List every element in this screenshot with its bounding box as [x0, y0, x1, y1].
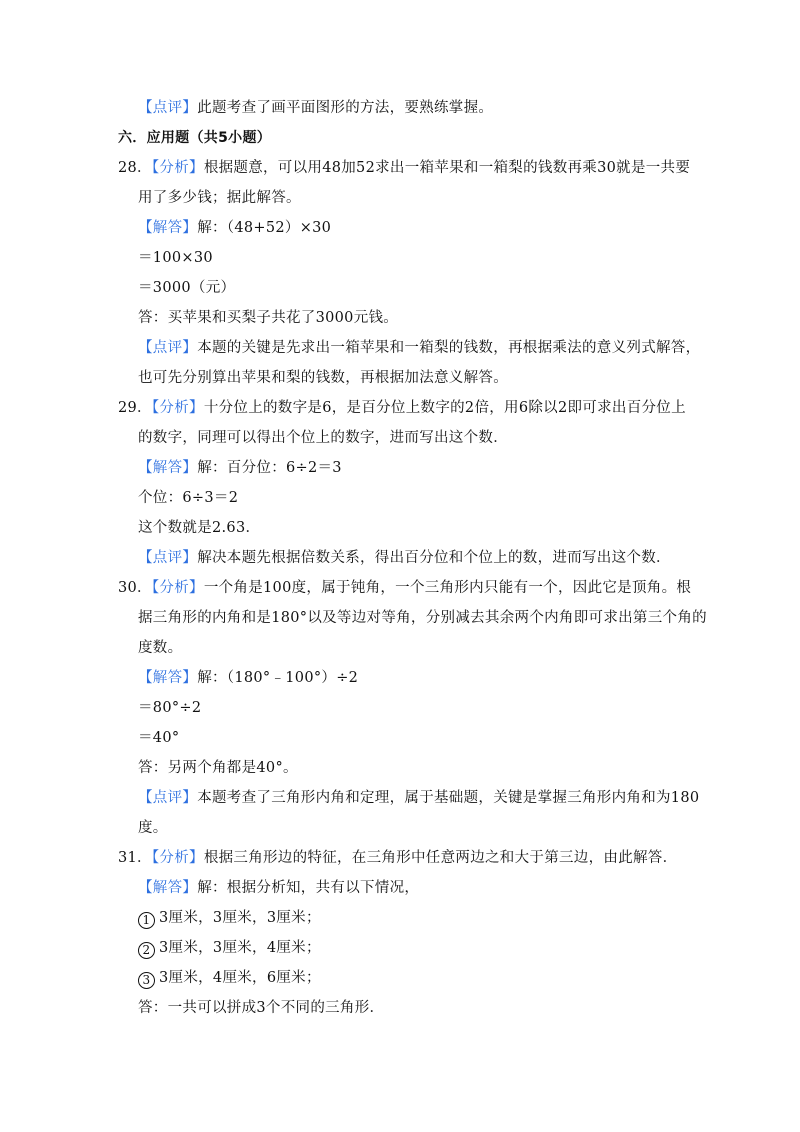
- q28-solution-line3: ＝3000（元）: [138, 280, 236, 296]
- q30-solution-text: 解：（180°﹣100°）÷2: [197, 670, 359, 686]
- review-text: 此题考查了画平面图形的方法，要熟练掌握。: [197, 100, 494, 116]
- q31-number: 31．: [118, 850, 152, 866]
- q31-analysis-line1: [118, 848, 677, 868]
- q30-solution-line3: ＝40°: [138, 730, 180, 746]
- q29-solution-text: 解：百分位：6÷2＝3: [197, 460, 342, 476]
- q30-number: 30．: [118, 580, 152, 596]
- section-title: 六．应用题（共5小题）: [118, 130, 272, 146]
- answer-tag: 【解答】: [138, 670, 198, 686]
- answer-tag: 【解答】: [138, 460, 198, 476]
- review-line: [138, 98, 493, 118]
- q30-analysis-line1: [118, 578, 691, 598]
- q30-answer: 答：另两个角都是40°。: [138, 760, 298, 776]
- q31-solution-text: 解：根据分析知，共有以下情况，: [197, 880, 420, 896]
- q28-solution-text: 解：（48+52）×30: [197, 220, 332, 236]
- q28-review-text: 本题的关键是先求出一箱苹果和一箱梨的钱数，再根据乘法的意义列式解答，: [197, 340, 701, 356]
- q30-review-line1: [138, 788, 699, 808]
- q31-case-3-text: 3厘米，4厘米，6厘米；: [159, 970, 321, 986]
- review-tag: 【点评】: [138, 340, 198, 356]
- q28-review-line2: 也可先分别算出苹果和梨的钱数，再根据加法意义解答。: [138, 370, 508, 386]
- q30-analysis-line2: 据三角形的内角和是180°以及等边对等角，分别减去其余两个内角即可求出第三个角的: [138, 610, 707, 626]
- analysis-tag: 【分析】: [151, 850, 204, 866]
- q30-analysis-line3: 度数。: [138, 640, 183, 656]
- q31-case-2-text: 3厘米，3厘米，4厘米；: [159, 940, 321, 956]
- q29-review-text: 解决本题先根据倍数关系，得出百分位和个位上的数，进而写出这个数．: [197, 550, 671, 566]
- q29-analysis-text: 十分位上的数字是6，是百分位上数字的2倍，用6除以2即可求出百分位上: [203, 400, 686, 416]
- review-tag: 【点评】: [138, 550, 198, 566]
- q28-solution-line2: ＝100×30: [138, 250, 213, 266]
- analysis-tag: 【分析】: [151, 580, 204, 596]
- q31-case-3: [138, 968, 321, 989]
- circled-number-2: 2: [138, 942, 155, 959]
- circled-number-3: 3: [138, 972, 155, 989]
- q29-analysis-line2: 的数字，同理可以得出个位上的数字，进而写出这个数．: [138, 430, 508, 446]
- q30-analysis-text: 一个角是100度，属于钝角，一个三角形内只能有一个，因此它是顶角。根: [203, 580, 692, 596]
- review-tag: 【点评】: [138, 790, 198, 806]
- q28-number: 28．: [118, 160, 152, 176]
- q29-number: 29．: [118, 400, 152, 416]
- q31-analysis-text: 根据三角形边的特征，在三角形中任意两边之和大于第三边，由此解答．: [203, 850, 678, 866]
- q29-solution-line1: [138, 458, 342, 478]
- q29-review-line1: [138, 548, 671, 568]
- q29-analysis-line1: [118, 398, 686, 418]
- circled-number-1: 1: [138, 912, 155, 929]
- q31-case-1: [138, 908, 321, 929]
- q30-review-line2: 度。: [138, 820, 168, 836]
- q31-answer: 答：一共可以拼成3个不同的三角形．: [138, 1000, 385, 1016]
- q28-answer: 答：买苹果和买梨子共花了3000元钱。: [138, 310, 399, 326]
- q28-analysis-line1: [118, 158, 690, 178]
- q30-solution-line2: ＝80°÷2: [138, 700, 202, 716]
- analysis-tag: 【分析】: [151, 160, 204, 176]
- q29-solution-line2: 个位：6÷3＝2: [138, 490, 239, 506]
- q28-analysis-text: 根据题意，可以用48加52求出一箱苹果和一箱梨的钱数再乘30就是一共要: [203, 160, 691, 176]
- q31-case-1-text: 3厘米，3厘米，3厘米；: [159, 910, 321, 926]
- q28-analysis-line2: 用了多少钱；据此解答。: [138, 190, 301, 206]
- q28-review-line1: [138, 338, 700, 358]
- q30-review-text: 本题考查了三角形内角和定理，属于基础题，关键是掌握三角形内角和为180: [197, 790, 700, 806]
- answer-tag: 【解答】: [138, 880, 198, 896]
- q29-solution-line3: 这个数就是2.63．: [138, 520, 261, 536]
- analysis-tag: 【分析】: [151, 400, 204, 416]
- q31-case-2: [138, 938, 321, 959]
- review-tag: 【点评】: [138, 100, 198, 116]
- answer-tag: 【解答】: [138, 220, 198, 236]
- q31-solution-line1: [138, 878, 419, 898]
- q30-solution-line1: [138, 668, 358, 688]
- q28-solution-line1: [138, 218, 331, 238]
